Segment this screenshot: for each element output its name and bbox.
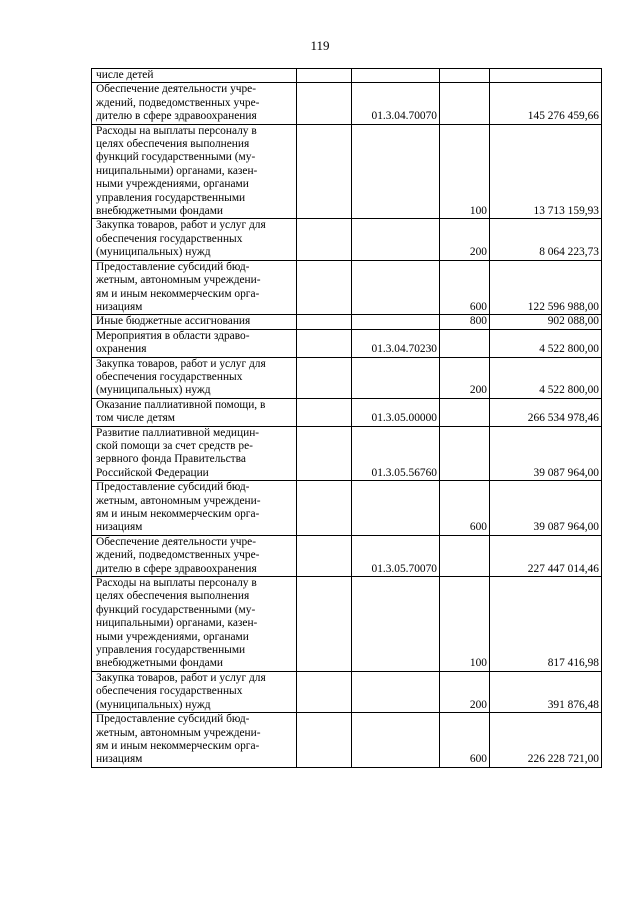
- row-code-cell-text: 01.3.05.00000: [371, 412, 437, 425]
- row-name-cell-text: Расходы на выплаты персоналу в целях обеспечения выполнения функций государственными (му- ниципальными) органами, казен- ными учреждениями, органами управления государственными внебюджетными фондами: [96, 124, 258, 218]
- row-empty-cell: [297, 69, 352, 83]
- row-expense-type-cell-text: 100: [469, 657, 487, 670]
- row-name-cell-text: Развитие паллиативной медицин- ской помощи за счет средств ре- зервного фонда Правительства Российской Федерации: [96, 426, 260, 479]
- row-sum-cell: [490, 398, 602, 426]
- row-code-cell: [352, 315, 440, 329]
- row-expense-type-cell-text: 600: [469, 300, 487, 313]
- row-sum-cell: [490, 329, 602, 357]
- row-sum-cell-text: 4 522 800,00: [539, 343, 599, 356]
- row-name-cell: [92, 260, 297, 315]
- table-row: [92, 535, 602, 576]
- row-expense-type-cell-text: 800: [469, 315, 487, 328]
- row-empty-cell: [297, 219, 352, 260]
- table-row: [92, 577, 602, 672]
- row-sum-cell-text: 391 876,48: [547, 698, 599, 711]
- table-row: [92, 398, 602, 426]
- row-name-cell-text: Закупка товаров, работ и услуг для обеспечения государственных (муниципальных) нужд: [96, 671, 266, 711]
- row-sum-cell: [490, 357, 602, 398]
- row-sum-cell-text: 39 087 964,00: [533, 466, 599, 479]
- row-code-cell: [352, 535, 440, 576]
- row-name-cell-text: Предоставление субсидий бюд- жетным, автономным учреждени- ям и иным некоммерческим орга- низациям: [96, 481, 261, 534]
- row-sum-cell-text: 122 596 988,00: [527, 300, 599, 313]
- table-row: [92, 219, 602, 260]
- row-sum-cell-text: 8 064 223,73: [539, 246, 599, 259]
- row-sum-cell: [490, 219, 602, 260]
- row-expense-type-cell: [440, 535, 490, 576]
- row-expense-type-cell: [440, 577, 490, 672]
- row-name-cell: [92, 398, 297, 426]
- row-empty-cell: [297, 426, 352, 481]
- row-name-cell-text: Иные бюджетные ассигнования: [96, 315, 251, 328]
- row-expense-type-cell-text: 100: [469, 205, 487, 218]
- row-code-cell: [352, 577, 440, 672]
- row-sum-cell-text: 13 713 159,93: [533, 205, 599, 218]
- row-name-cell-text: Предоставление субсидий бюд- жетным, автономным учреждени- ям и иным некоммерческим орга- низациям: [96, 260, 261, 313]
- row-sum-cell: [490, 260, 602, 315]
- row-code-cell: [352, 69, 440, 83]
- row-name-cell-text: Оказание паллиативной помощи, в том числе детям: [96, 398, 266, 425]
- table-row: [92, 713, 602, 768]
- table-row: [92, 260, 602, 315]
- row-code-cell: [352, 426, 440, 481]
- row-sum-cell-text: 266 534 978,46: [527, 412, 599, 425]
- row-code-cell-text: 01.3.04.70230: [371, 343, 437, 356]
- row-name-cell: [92, 124, 297, 219]
- row-code-cell: [352, 398, 440, 426]
- row-name-cell-text: Расходы на выплаты персоналу в целях обеспечения выполнения функций государственными (му- ниципальными) органами, казен- ными учреждениями, органами управления государственными внебюджетными фондами: [96, 577, 258, 670]
- row-name-cell: [92, 219, 297, 260]
- row-empty-cell: [297, 577, 352, 672]
- row-expense-type-cell-text: 600: [469, 753, 487, 766]
- row-sum-cell: [490, 83, 602, 124]
- row-name-cell: [92, 315, 297, 329]
- row-empty-cell: [297, 83, 352, 124]
- row-name-cell-text: числе детей: [96, 69, 154, 81]
- row-expense-type-cell: [440, 713, 490, 768]
- row-sum-cell: [490, 69, 602, 83]
- row-expense-type-cell: [440, 69, 490, 83]
- row-name-cell: [92, 69, 297, 83]
- row-expense-type-cell: [440, 481, 490, 536]
- table-row: [92, 124, 602, 219]
- row-code-cell: [352, 329, 440, 357]
- row-sum-cell: [490, 426, 602, 481]
- row-sum-cell-text: 145 276 459,66: [527, 110, 599, 123]
- row-code-cell: [352, 219, 440, 260]
- budget-table-body: [92, 69, 602, 768]
- row-expense-type-cell: [440, 124, 490, 219]
- row-sum-cell: [490, 577, 602, 672]
- row-expense-type-cell-text: 200: [469, 384, 487, 397]
- row-expense-type-cell: [440, 357, 490, 398]
- row-sum-cell-text: 4 522 800,00: [539, 384, 599, 397]
- row-expense-type-cell-text: 600: [469, 521, 487, 534]
- row-empty-cell: [297, 398, 352, 426]
- row-expense-type-cell: [440, 426, 490, 481]
- row-expense-type-cell: [440, 398, 490, 426]
- row-name-cell: [92, 713, 297, 768]
- row-name-cell-text: Мероприятия в области здраво- охранения: [96, 329, 250, 356]
- table-row: [92, 426, 602, 481]
- row-code-cell: [352, 713, 440, 768]
- row-expense-type-cell: [440, 219, 490, 260]
- row-name-cell-text: Обеспечение деятельности учре- ждений, подведомственных учре- дителю в сфере здравоохранения: [96, 535, 260, 575]
- row-sum-cell: [490, 481, 602, 536]
- row-sum-cell: [490, 124, 602, 219]
- table-row: [92, 671, 602, 712]
- row-name-cell-text: Закупка товаров, работ и услуг для обеспечения государственных (муниципальных) нужд: [96, 357, 266, 397]
- row-name-cell-text: Закупка товаров, работ и услуг для обеспечения государственных (муниципальных) нужд: [96, 219, 266, 259]
- row-empty-cell: [297, 329, 352, 357]
- table-row: [92, 357, 602, 398]
- row-code-cell-text: 01.3.04.70070: [371, 110, 437, 123]
- row-sum-cell: [490, 671, 602, 712]
- row-name-cell: [92, 577, 297, 672]
- row-name-cell: [92, 329, 297, 357]
- row-expense-type-cell: [440, 329, 490, 357]
- row-name-cell: [92, 357, 297, 398]
- budget-table: [91, 68, 602, 768]
- table-row: [92, 69, 602, 83]
- row-expense-type-cell: [440, 315, 490, 329]
- row-sum-cell: [490, 713, 602, 768]
- row-empty-cell: [297, 671, 352, 712]
- table-row: [92, 315, 602, 329]
- row-code-cell-text: 01.3.05.70070: [371, 562, 437, 575]
- row-name-cell: [92, 83, 297, 124]
- table-row: [92, 481, 602, 536]
- row-empty-cell: [297, 260, 352, 315]
- row-sum-cell-text: 226 228 721,00: [527, 753, 599, 766]
- row-empty-cell: [297, 124, 352, 219]
- row-code-cell: [352, 83, 440, 124]
- row-sum-cell: [490, 315, 602, 329]
- table-row: [92, 329, 602, 357]
- row-expense-type-cell: [440, 83, 490, 124]
- row-name-cell: [92, 671, 297, 712]
- row-code-cell: [352, 671, 440, 712]
- row-empty-cell: [297, 535, 352, 576]
- page-number: 119: [310, 38, 330, 53]
- row-expense-type-cell: [440, 260, 490, 315]
- row-empty-cell: [297, 357, 352, 398]
- row-expense-type-cell: [440, 671, 490, 712]
- row-empty-cell: [297, 481, 352, 536]
- row-name-cell: [92, 426, 297, 481]
- row-name-cell: [92, 535, 297, 576]
- row-code-cell: [352, 481, 440, 536]
- row-code-cell: [352, 260, 440, 315]
- row-expense-type-cell-text: 200: [469, 698, 487, 711]
- table-row: [92, 83, 602, 124]
- row-empty-cell: [297, 713, 352, 768]
- row-sum-cell-text: 227 447 014,46: [527, 562, 599, 575]
- row-code-cell: [352, 124, 440, 219]
- row-sum-cell-text: 902 088,00: [547, 315, 599, 328]
- row-name-cell-text: Обеспечение деятельности учре- ждений, подведомственных учре- дителю в сфере здравоохранения: [96, 83, 260, 123]
- row-sum-cell: [490, 535, 602, 576]
- row-sum-cell-text: 39 087 964,00: [533, 521, 599, 534]
- row-code-cell: [352, 357, 440, 398]
- row-expense-type-cell-text: 200: [469, 246, 487, 259]
- row-name-cell: [92, 481, 297, 536]
- row-empty-cell: [297, 315, 352, 329]
- row-name-cell-text: Предоставление субсидий бюд- жетным, автономным учреждени- ям и иным некоммерческим орга- низациям: [96, 713, 261, 766]
- row-sum-cell-text: 817 416,98: [547, 657, 599, 670]
- row-code-cell-text: 01.3.05.56760: [371, 466, 437, 479]
